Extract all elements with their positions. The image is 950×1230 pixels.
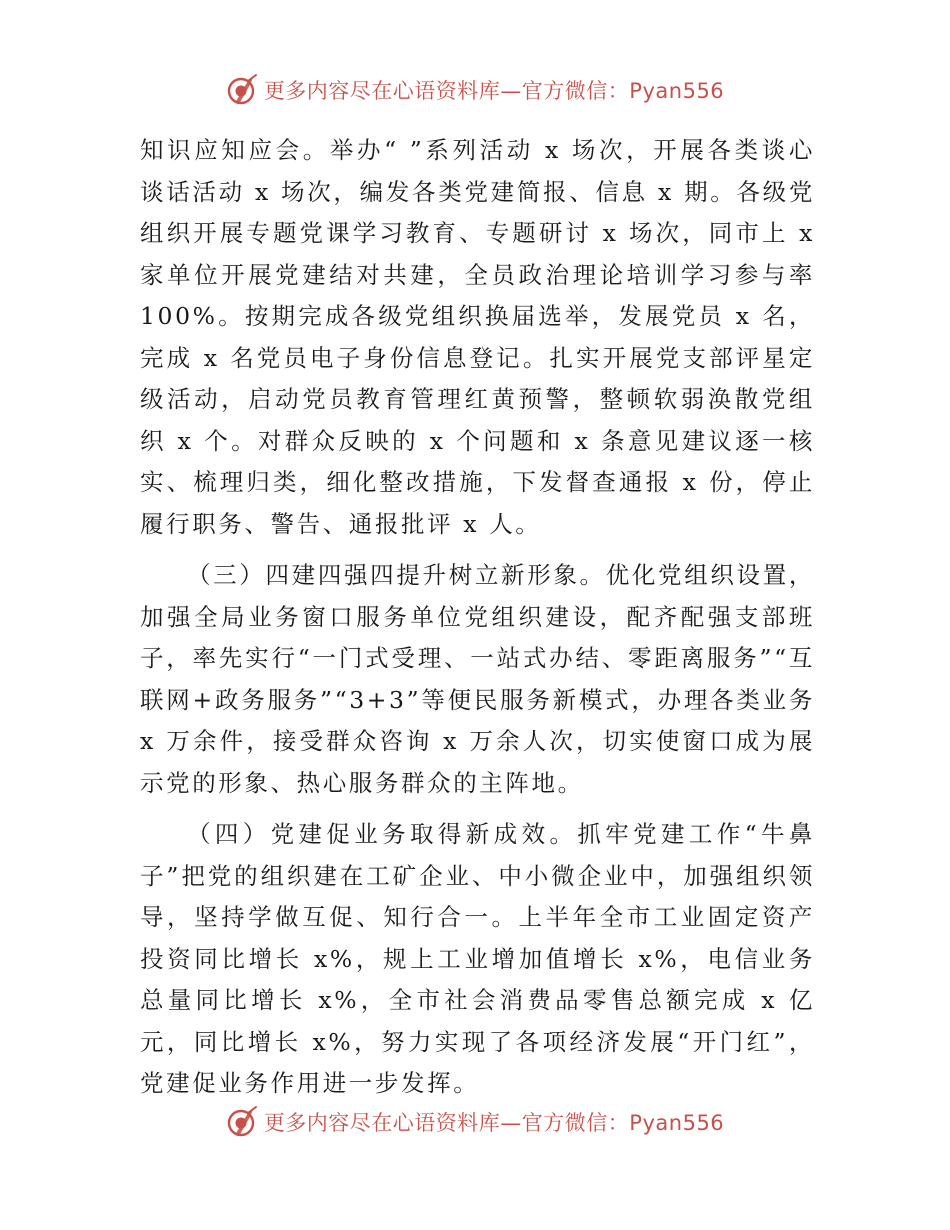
quill-seal-icon	[226, 1105, 260, 1139]
quill-seal-icon	[226, 73, 260, 107]
document-body	[140, 130, 815, 1105]
paragraph-3: （四）党建促业务取得新成效。抓牢党建工作“牛鼻子”把党的组织建在工矿企业、中小微企业中，加强组织领导，坚持学做互促、知行合一。上半年全市工业固定资产投资同比增长 x%，规上工业增加值增长 x%，电信业务总量同比增长 x%，全市社会消费品零售总额完成 x 亿元，同比增长 x%，努力实现了各项经济发展“开门红”，党建促业务作用进一步发挥。	[140, 820, 815, 1097]
watermark-text: 更多内容尽在心语资料库—官方微信：Pyan556	[263, 79, 725, 103]
footer-watermark	[0, 1102, 950, 1142]
watermark-text: 更多内容尽在心语资料库—官方微信：Pyan556	[263, 1111, 725, 1135]
paragraph-1: 知识应知应会。举办“ ”系列活动 x 场次，开展各类谈心谈话活动 x 场次，编发各类党建简报、信息 x 期。各级党组织开展专题党课学习教育、专题研讨 x 场次，同市上 x 家单位开展党建结对共建，全员政治理论培训学习参与率 100%。按期完成各级党组织换届选举，发展党员 x 名，完成 x 名党员电子身份信息登记。扎实开展党支部评星定级活动，启动党员教育管理红黄预警，整顿软弱涣散党组织 x 个。对群众反映的 x 个问题和 x 条意见建议逐一核实、梳理归类，细化整改措施，下发督查通报 x 份，停止履行职务、警告、通报批评 x 人。	[140, 136, 815, 538]
paragraph-2: （三）四建四强四提升树立新形象。优化党组织设置，加强全局业务窗口服务单位党组织建设，配齐配强支部班子，率先实行“一门式受理、一站式办结、零距离服务”“互联网+政务服务”“3+3”等便民服务新模式，办理各类业务 x 万余件，接受群众咨询 x 万余人次，切实使窗口成为展示党的形象、热心服务群众的主阵地。	[140, 561, 815, 797]
header-watermark	[0, 70, 950, 110]
